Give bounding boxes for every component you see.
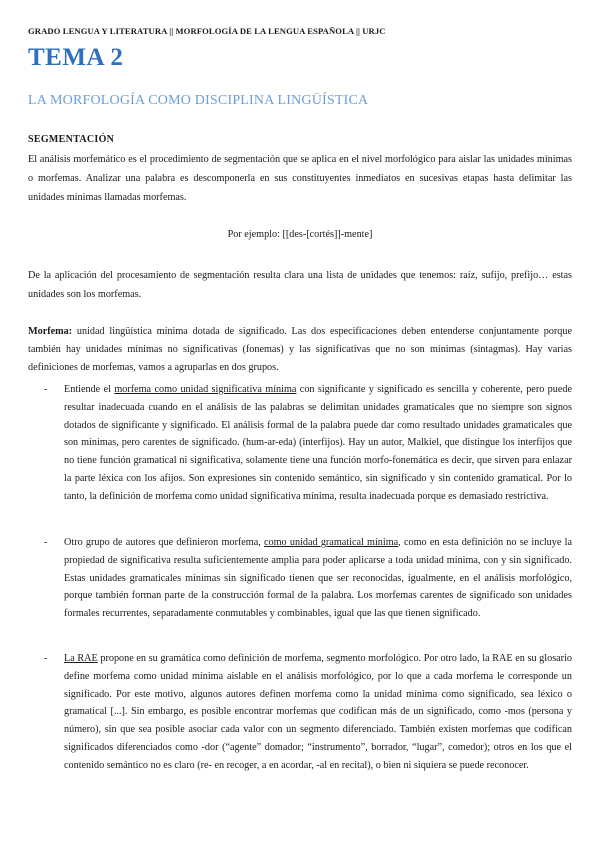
list-item-underlined: La RAE <box>64 653 98 664</box>
list-dash: - <box>44 384 48 395</box>
paragraph-units: De la aplicación del procesamiento de segmentación resulta clara una lista de unidades que tenemos: raíz, sufijo, prefijo… estas unidades son los morfemas. <box>28 270 572 300</box>
paragraph-morfema <box>28 323 572 377</box>
list-item-text <box>64 381 572 506</box>
list-item <box>28 650 572 775</box>
list-item-text <box>64 534 572 623</box>
page-subtitle: LA MORFOLOGÍA COMO DISCIPLINA LINGÜÍSTICA <box>28 93 369 108</box>
list-dash: - <box>44 653 48 664</box>
list-item-before: Otro grupo de autores que definieron morfema, <box>64 537 264 548</box>
list-item-before: Entiende el <box>64 384 115 395</box>
list-item <box>28 381 572 506</box>
list-item-underlined: morfema como unidad significativa mínima <box>114 384 297 395</box>
list-item-text <box>64 650 572 775</box>
section-title: SEGMENTACIÓN <box>28 134 115 145</box>
morfema-definition: unidad lingüística mínima dotada de significado. Las dos especificaciones deben entenderse conjuntamente porque también hay unidades mínimas no significativas (fonemas) y las significativas que no son mínimas (sintagmas). Hay varias definiciones de morfemas, vamos a agruparlas en dos grupos. <box>28 326 572 373</box>
list-item-after: , como en esta definición no se incluye la propiedad de significativa resulta suficientemente amplia para poder aplicarse a toda unidad mínima, con y sin significado. Estas unidades gramaticales mínimas sin significado tienen que ser reconocidas, igualmente, en el análisis morfológico, porque también forman parte de la construcción formal de la palabra. Los morfemas carentes de significado son unidades formales recurrentes, separadamente conmutables y combinables, igual que las que tienen significado. <box>64 537 572 620</box>
example-line: Por ejemplo: [[des-[cortés]]-mente] <box>227 229 373 240</box>
list-dash: - <box>44 537 48 548</box>
list-item-underlined: como unidad gramatical mínima <box>264 537 399 548</box>
document-header: GRADO LENGUA Y LITERATURA || MORFOLOGÍA DE LA LENGUA ESPAÑOLA || URJC <box>28 26 386 36</box>
list-item-after: propone en su gramática como definición de morfema, segmento morfológico. Por otro lado, la RAE en su glosario define morfema como unidad mínima aislable en el análisis morfológico, por lo que a cada morfema le corresponde un significado. Por este motivo, algunos autores definen morfema como la unidad mínima como significado, sea léxico o gramatical [...]. Sin embargo, es posible encontrar morfemas que codifican más de un significado, como -mos (persona y número), sin que sea posible asociar cada valor con un segmento diferenciado. También existen morfemas que codifican significados diferenciados como -dor (“agente” domador; “instrumento”, borrador, “lugar”, comedor); otros en los que el contenido semántico no es claro (re- en recoger, a en acordar, -al en recital), o bien ni siquiera se puede reconocer. <box>64 653 572 771</box>
paragraph-intro: El análisis morfemático es el procedimiento de segmentación que se aplica en el nivel morfológico para aislar las unidades mínimas o morfemas. Analizar una palabra es descomponerla en sus constituyentes inmediatos en sucesivas etapas hasta delimitar las unidades mínimas llamadas morfemas. <box>28 154 572 203</box>
page-title: TEMA 2 <box>28 44 124 71</box>
list-item <box>28 534 572 623</box>
morfema-term: Morfema: <box>28 326 73 337</box>
list-item-after: con significante y significado es sencilla y coherente, pero puede resultar inadecuada cuando en el análisis de las palabras se delimitan unidades gramaticales que no siempre son signos dotados de significante y significado. El análisis formal de la palabra puede dar como resultado unidades gramaticales que son mínimas, pero carentes de significado. (hum-ar-eda) (interfijos). Hay un autor, Malkiel, que distingue los interfijos que no tiene función gramatical ni significativa, solamente tiene una función morfo-fonemática es decir, que sirven para enlazar la parte léxica con los afijos. Son expresiones sin contenido semántico, sin significado y sin contenido gramatical. Por lo tanto, la definición de morfema como unidad significativa mínima, resulta inadecuada porque es demasiado restrictiva. <box>64 384 572 502</box>
